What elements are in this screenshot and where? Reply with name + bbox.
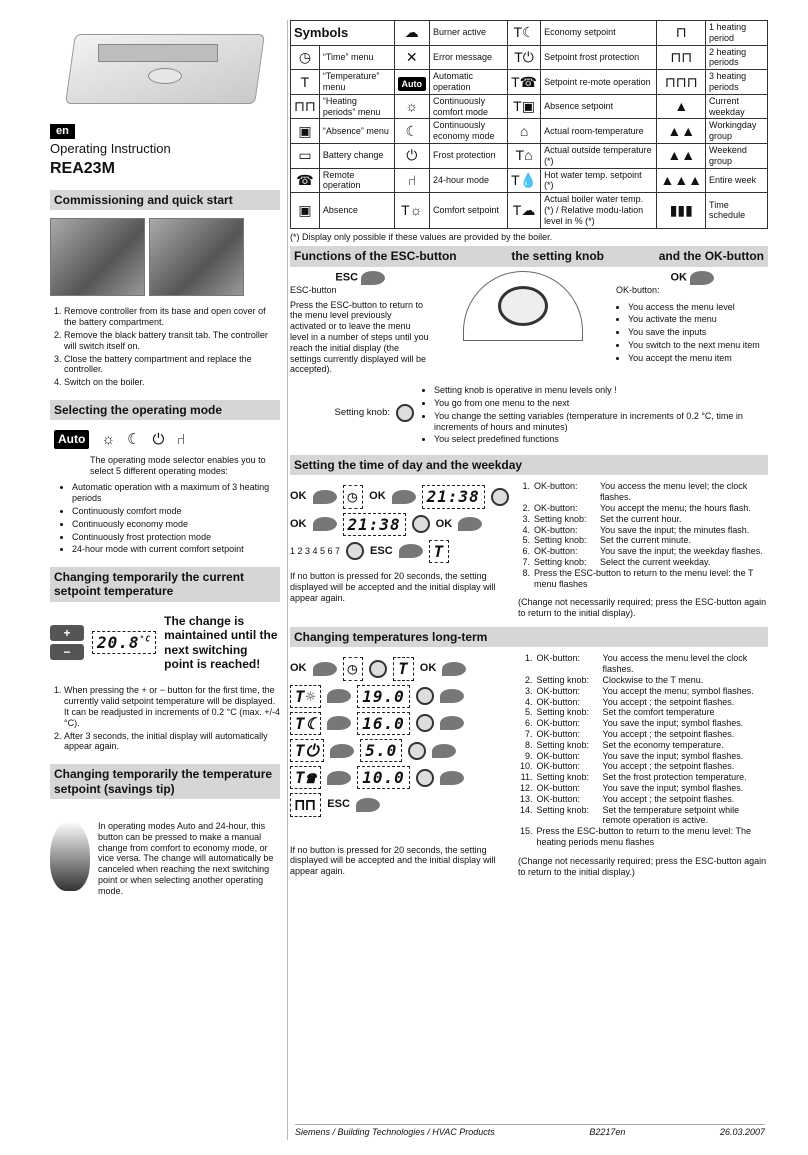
- suitcase-icon: ▣: [291, 119, 320, 144]
- footer-doc-no: B2217en: [589, 1127, 626, 1137]
- long-term-illustrations: OK ◷ T OK T☼ 19.0 T☾ 16.0 T⏻ 5.0 T☎ 10.0 ⊓⊓ ESC If no button is pressed for 20 seconds, the setting displayed will be accepted and the initial display will appear again.: [290, 653, 510, 877]
- functions-head-esc: Functions of the ESC-button: [294, 249, 457, 264]
- footer-company: Siemens / Building Technologies / HVAC Products: [295, 1127, 495, 1137]
- functions-heading: [290, 246, 768, 266]
- footer: [295, 1124, 765, 1138]
- column-divider: [287, 20, 288, 1140]
- table-cell: Actual boiler water temp. (*) / Relative modu-lation level in % (*): [541, 193, 657, 228]
- commissioning-heading: Commissioning and quick start: [50, 190, 280, 210]
- esc-column: ESC ESC-button Press the ESC-button to return to the menu level previously activated or to leave the menu level in a number of steps until you reach the initial display (the settings currently displayed will be accepted).: [290, 271, 429, 375]
- functions-head-knob: the setting knob: [511, 249, 604, 264]
- list-item: 1. When pressing the + or − button for the first time, the currently valid setpoint temperature will be displayed. It can be readjusted in increments of 0.2 °C (max. +/-4 °C).: [64, 685, 280, 728]
- maintained-message: The change is maintained until the next switching point is reached!: [164, 613, 278, 672]
- temp-change-heading: Changing temporarily the current setpoint temperature: [50, 567, 280, 602]
- error-icon: ✕: [394, 45, 430, 70]
- time-display-a: 21:38: [422, 485, 485, 508]
- footer-date: 26.03.2007: [719, 1127, 765, 1137]
- right-column: [290, 20, 768, 877]
- knob-column: [438, 271, 608, 375]
- operating-mode-heading: Selecting the operating mode: [50, 400, 280, 420]
- table-cell: Absence setpoint: [541, 94, 657, 119]
- chair-icon: ⑁: [394, 168, 430, 193]
- ok-column: OK OK-button: • You access the menu level • You activate the menu • You save the inputs • You switch to the next menu item • You accept the menu item: [616, 271, 768, 375]
- moon-icon: ☾: [127, 430, 141, 448]
- table-cell: Actual outside temperature (*): [541, 143, 657, 168]
- table-cell: Comfort setpoint: [430, 193, 508, 228]
- list-item: • Continuously comfort mode: [72, 506, 280, 517]
- list-item: • Continuously economy mode: [72, 519, 280, 530]
- plus-button[interactable]: +: [50, 625, 84, 641]
- list-item: • You change the setting variables (temperature in increments of 0.2 °C, time in increments of hours and minutes): [434, 411, 768, 433]
- temp-change-steps: [50, 685, 280, 752]
- list-item: • Continuously frost protection mode: [72, 532, 280, 543]
- economy-setpoint-icon: T☾: [508, 21, 541, 46]
- knob-list: [420, 385, 768, 447]
- table-cell: Hot water temp. setpoint (*): [541, 168, 657, 193]
- time-note: If no button is pressed for 20 seconds, the setting displayed will be accepted and the initial display will appear again.: [290, 571, 496, 603]
- list-item: • Automatic operation with a maximum of 3 heating periods: [72, 482, 280, 504]
- boiler-icon: T☁: [508, 193, 541, 228]
- symbols-title: Symbols: [291, 21, 395, 46]
- table-cell: Error message: [430, 45, 508, 70]
- power-icon: ⏻: [394, 143, 430, 168]
- table-cell: “Temperature” menu: [319, 70, 394, 95]
- time-change-note: (Change not necessarily required; press the ESC-button again to return to the initial display).: [518, 597, 767, 619]
- commissioning-photos: [50, 218, 280, 296]
- remote-setpoint-icon: T☎: [508, 70, 541, 95]
- hot-water-icon: T💧: [508, 168, 541, 193]
- list-item: • You go from one menu to the next: [434, 398, 768, 409]
- list-item: 1. Remove controller from its base and open cover of the battery compartment.: [64, 306, 280, 328]
- ok-label: OK-button:: [616, 284, 660, 295]
- time-procedure: [290, 481, 768, 619]
- outside-icon: T⌂: [508, 143, 541, 168]
- table-cell: Weekend group: [706, 143, 768, 168]
- esc-label: ESC-button: [290, 284, 337, 295]
- list-item: • You activate the menu: [628, 314, 768, 325]
- battery-icon: ▭: [291, 143, 320, 168]
- table-cell: Automatic operation: [430, 70, 508, 95]
- table-cell: Continuously comfort mode: [430, 94, 508, 119]
- savings-text: In operating modes Auto and 24-hour, this button can be pressed to make a manual change from comfort to economy mode, or vice versa. The change will automatically be canceled when reaching the next switching point or when selecting another operating mode.: [98, 821, 274, 896]
- symbols-table: [290, 20, 768, 229]
- sun-icon: ☼: [101, 430, 116, 448]
- table-cell: Workingday group: [706, 119, 768, 144]
- auto-icon: Auto: [54, 430, 89, 448]
- three-periods-icon: ⊓⊓⊓: [657, 70, 706, 95]
- list-item: • You save the inputs: [628, 327, 768, 338]
- time-heading: Setting the time of day and the weekday: [290, 455, 768, 475]
- sun-icon: ☼: [394, 94, 430, 119]
- ok-button[interactable]: [690, 271, 714, 285]
- table-cell: Time schedule: [706, 193, 768, 228]
- table-cell: 3 heating periods: [706, 70, 768, 95]
- table-cell: 2 heating periods: [706, 45, 768, 70]
- list-item: • You access the menu level: [628, 302, 768, 313]
- doc-model: REA23M: [50, 159, 115, 177]
- two-periods-icon: ⊓⊓: [657, 45, 706, 70]
- savings-heading: Changing temporarily the temperature setpoint (savings tip): [50, 764, 280, 799]
- table-cell: Continuously economy mode: [430, 119, 508, 144]
- power-icon: ⏻: [152, 430, 165, 448]
- table-cell: Entire week: [706, 168, 768, 193]
- burner-icon: ☁: [394, 21, 430, 46]
- long-term-change-note: (Change not necessarily required; press the ESC-button again to return to the initial display.): [518, 855, 767, 877]
- workday-icon: ▲▲: [657, 119, 706, 144]
- table-cell: Economy setpoint: [541, 21, 657, 46]
- table-cell: Remote operation: [319, 168, 394, 193]
- mode-list: [50, 482, 280, 555]
- absence-icon: ▣: [291, 193, 320, 228]
- comfort-display: 19.0: [357, 685, 410, 708]
- table-cell: Absence: [319, 193, 394, 228]
- left-column: [50, 20, 280, 897]
- list-item: • You select predefined functions: [434, 434, 768, 445]
- table-cell: Battery change: [319, 143, 394, 168]
- ok-list: [616, 302, 768, 364]
- table-cell: 1 heating period: [706, 21, 768, 46]
- time-steps: 1. OK-button: You access the menu level; the clock flashes. 2. OK-button: You accept the menu; the hours flash. 3. Setting knob: Set the current hour. 4. OK-button: You save the input; the minutes flash. 5. Setting knob: Set the current minute. 6. OK-button: You save the input; the weekday flashes. 7. Setting knob: Select the current weekday. 8. Press the ESC-button to return to the menu level: the T menu flashes (Change not necessarily required; press the ESC-button again to return to the initial display).: [518, 481, 767, 619]
- esc-button[interactable]: [361, 271, 385, 285]
- knob-label: Setting knob:: [334, 407, 390, 419]
- knob-functions: [290, 379, 768, 447]
- entire-week-icon: ▲▲▲: [657, 168, 706, 193]
- table-cell: Burner active: [430, 21, 508, 46]
- long-term-note: If no button is pressed for 20 seconds, the setting displayed will be accepted and the initial display will appear again.: [290, 844, 496, 877]
- list-item: 2. Remove the black battery transit tab. The controller will switch itself on.: [64, 330, 280, 352]
- mode-selector-row: [50, 430, 280, 448]
- clock-icon: ◷: [291, 45, 320, 70]
- device-photo: [60, 20, 275, 112]
- current-weekday-icon: ▲: [657, 94, 706, 119]
- economy-display: 16.0: [357, 712, 410, 735]
- doc-kind: Operating Instruction: [50, 141, 171, 157]
- phone-icon: ☎: [291, 168, 320, 193]
- frost-setpoint-icon: T⏻: [508, 45, 541, 70]
- table-cell: 24-hour mode: [430, 168, 508, 193]
- table-cell: Frost protection: [430, 143, 508, 168]
- comfort-setpoint-icon: T☼: [394, 193, 430, 228]
- absence-setpoint-icon: T▣: [508, 94, 541, 119]
- list-item: 2. After 3 seconds, the initial display will automatically appear again.: [64, 731, 280, 753]
- long-term-heading: Changing temperatures long-term: [290, 627, 768, 647]
- plus-minus-buttons[interactable]: [50, 625, 84, 660]
- list-item: 3. Close the battery compartment and replace the controller.: [64, 354, 280, 376]
- symbols-note: (*) Display only possible if these values are provided by the boiler.: [290, 231, 553, 242]
- list-item: • You accept the menu item: [628, 353, 768, 364]
- table-cell: Actual room-temperature: [541, 119, 657, 144]
- setting-knob-diagram[interactable]: [463, 271, 583, 341]
- long-term-procedure: [290, 653, 768, 877]
- battery-photo-1: [50, 218, 145, 296]
- temp-change-illustration: [50, 614, 280, 672]
- battery-photo-2: [149, 218, 244, 296]
- knob-icon: [396, 404, 414, 422]
- auto-icon: Auto: [394, 70, 430, 95]
- minus-button[interactable]: −: [50, 644, 84, 660]
- table-cell: “Heating periods” menu: [319, 94, 394, 119]
- one-period-icon: ⊓: [657, 21, 706, 46]
- periods-menu-icon: ⊓⊓: [291, 94, 320, 119]
- table-cell: Current weekday: [706, 94, 768, 119]
- setpoint-display: $20.8^{^\circ C}$: [92, 631, 156, 654]
- functions-head-ok: and the OK-button: [658, 249, 764, 264]
- long-term-steps: 1. OK-button: You access the menu level the clock flashes. 2. Setting knob: Clockwise to the T menu. 3. OK-button: You accept the menu; symbol flashes. 4. OK-button: You accept ; the setpoint flashes. 5. Setting knob: Set the comfort temperature 6. OK-button: You save the input; symbol flashes. 7. OK-button: You accept ; the setpoint flashes. 8. Setting knob: Set the economy temperature. 9. OK-button: You save the input; symbol flashes. 10. OK-button: You accept ; the setpoint flashes. 11. Setting knob: Set the frost protection temperature. 12. OK-button: You save the input; symbol flashes. 13. OK-button: You accept ; the setpoint flashes. 14. Setting knob: Set the temperature setpoint while remote operation is active. 15. Press the ESC-button to return to the menu level: The heating periods menu flashes (Change not necessarily required; press the ESC-button again to return to the initial display.): [518, 653, 767, 877]
- language-badge: en: [50, 124, 75, 139]
- list-item: • 24-hour mode with current comfort setpoint: [72, 544, 280, 555]
- savings-button-icon[interactable]: [50, 821, 90, 891]
- list-item: 4. Switch on the boiler.: [64, 377, 280, 388]
- table-cell: Setpoint frost protection: [541, 45, 657, 70]
- functions-body: [290, 271, 768, 375]
- table-cell: “Time” menu: [319, 45, 394, 70]
- commissioning-steps: [50, 306, 280, 388]
- table-cell: “Absence” menu: [319, 119, 394, 144]
- esc-text: Press the ESC-button to return to the menu level previously activated or to leave the menu level in a number of steps until you reach the initial display (the settings currently displayed will be accepted).: [290, 299, 429, 375]
- operating-mode-intro: The operating mode selector enables you to select 5 different operating modes:: [90, 454, 266, 476]
- time-illustrations: OK ◷ OK 21:38 OK 21:38 OK 1 2 3 4 5 6 7 ESC T If no button is pressed for 20 seconds, the setting displayed will be accepted and the initial display will appear again.: [290, 481, 510, 619]
- remote-display: 10.0: [357, 766, 410, 789]
- table-cell: Setpoint re-mote operation: [541, 70, 657, 95]
- room-icon: ⌂: [508, 119, 541, 144]
- list-item: • Setting knob is operative in menu levels only !: [434, 385, 768, 396]
- temperature-icon: T: [291, 70, 320, 95]
- time-display-b: 21:38: [343, 513, 406, 536]
- list-item: • You switch to the next menu item: [628, 340, 768, 351]
- time-schedule-icon: ▮▮▮: [657, 193, 706, 228]
- frost-display: 5.0: [360, 739, 402, 762]
- savings-body: [50, 821, 280, 897]
- weekend-icon: ▲▲: [657, 143, 706, 168]
- chair-icon: ⑁: [176, 430, 186, 448]
- moon-icon: ☾: [394, 119, 430, 144]
